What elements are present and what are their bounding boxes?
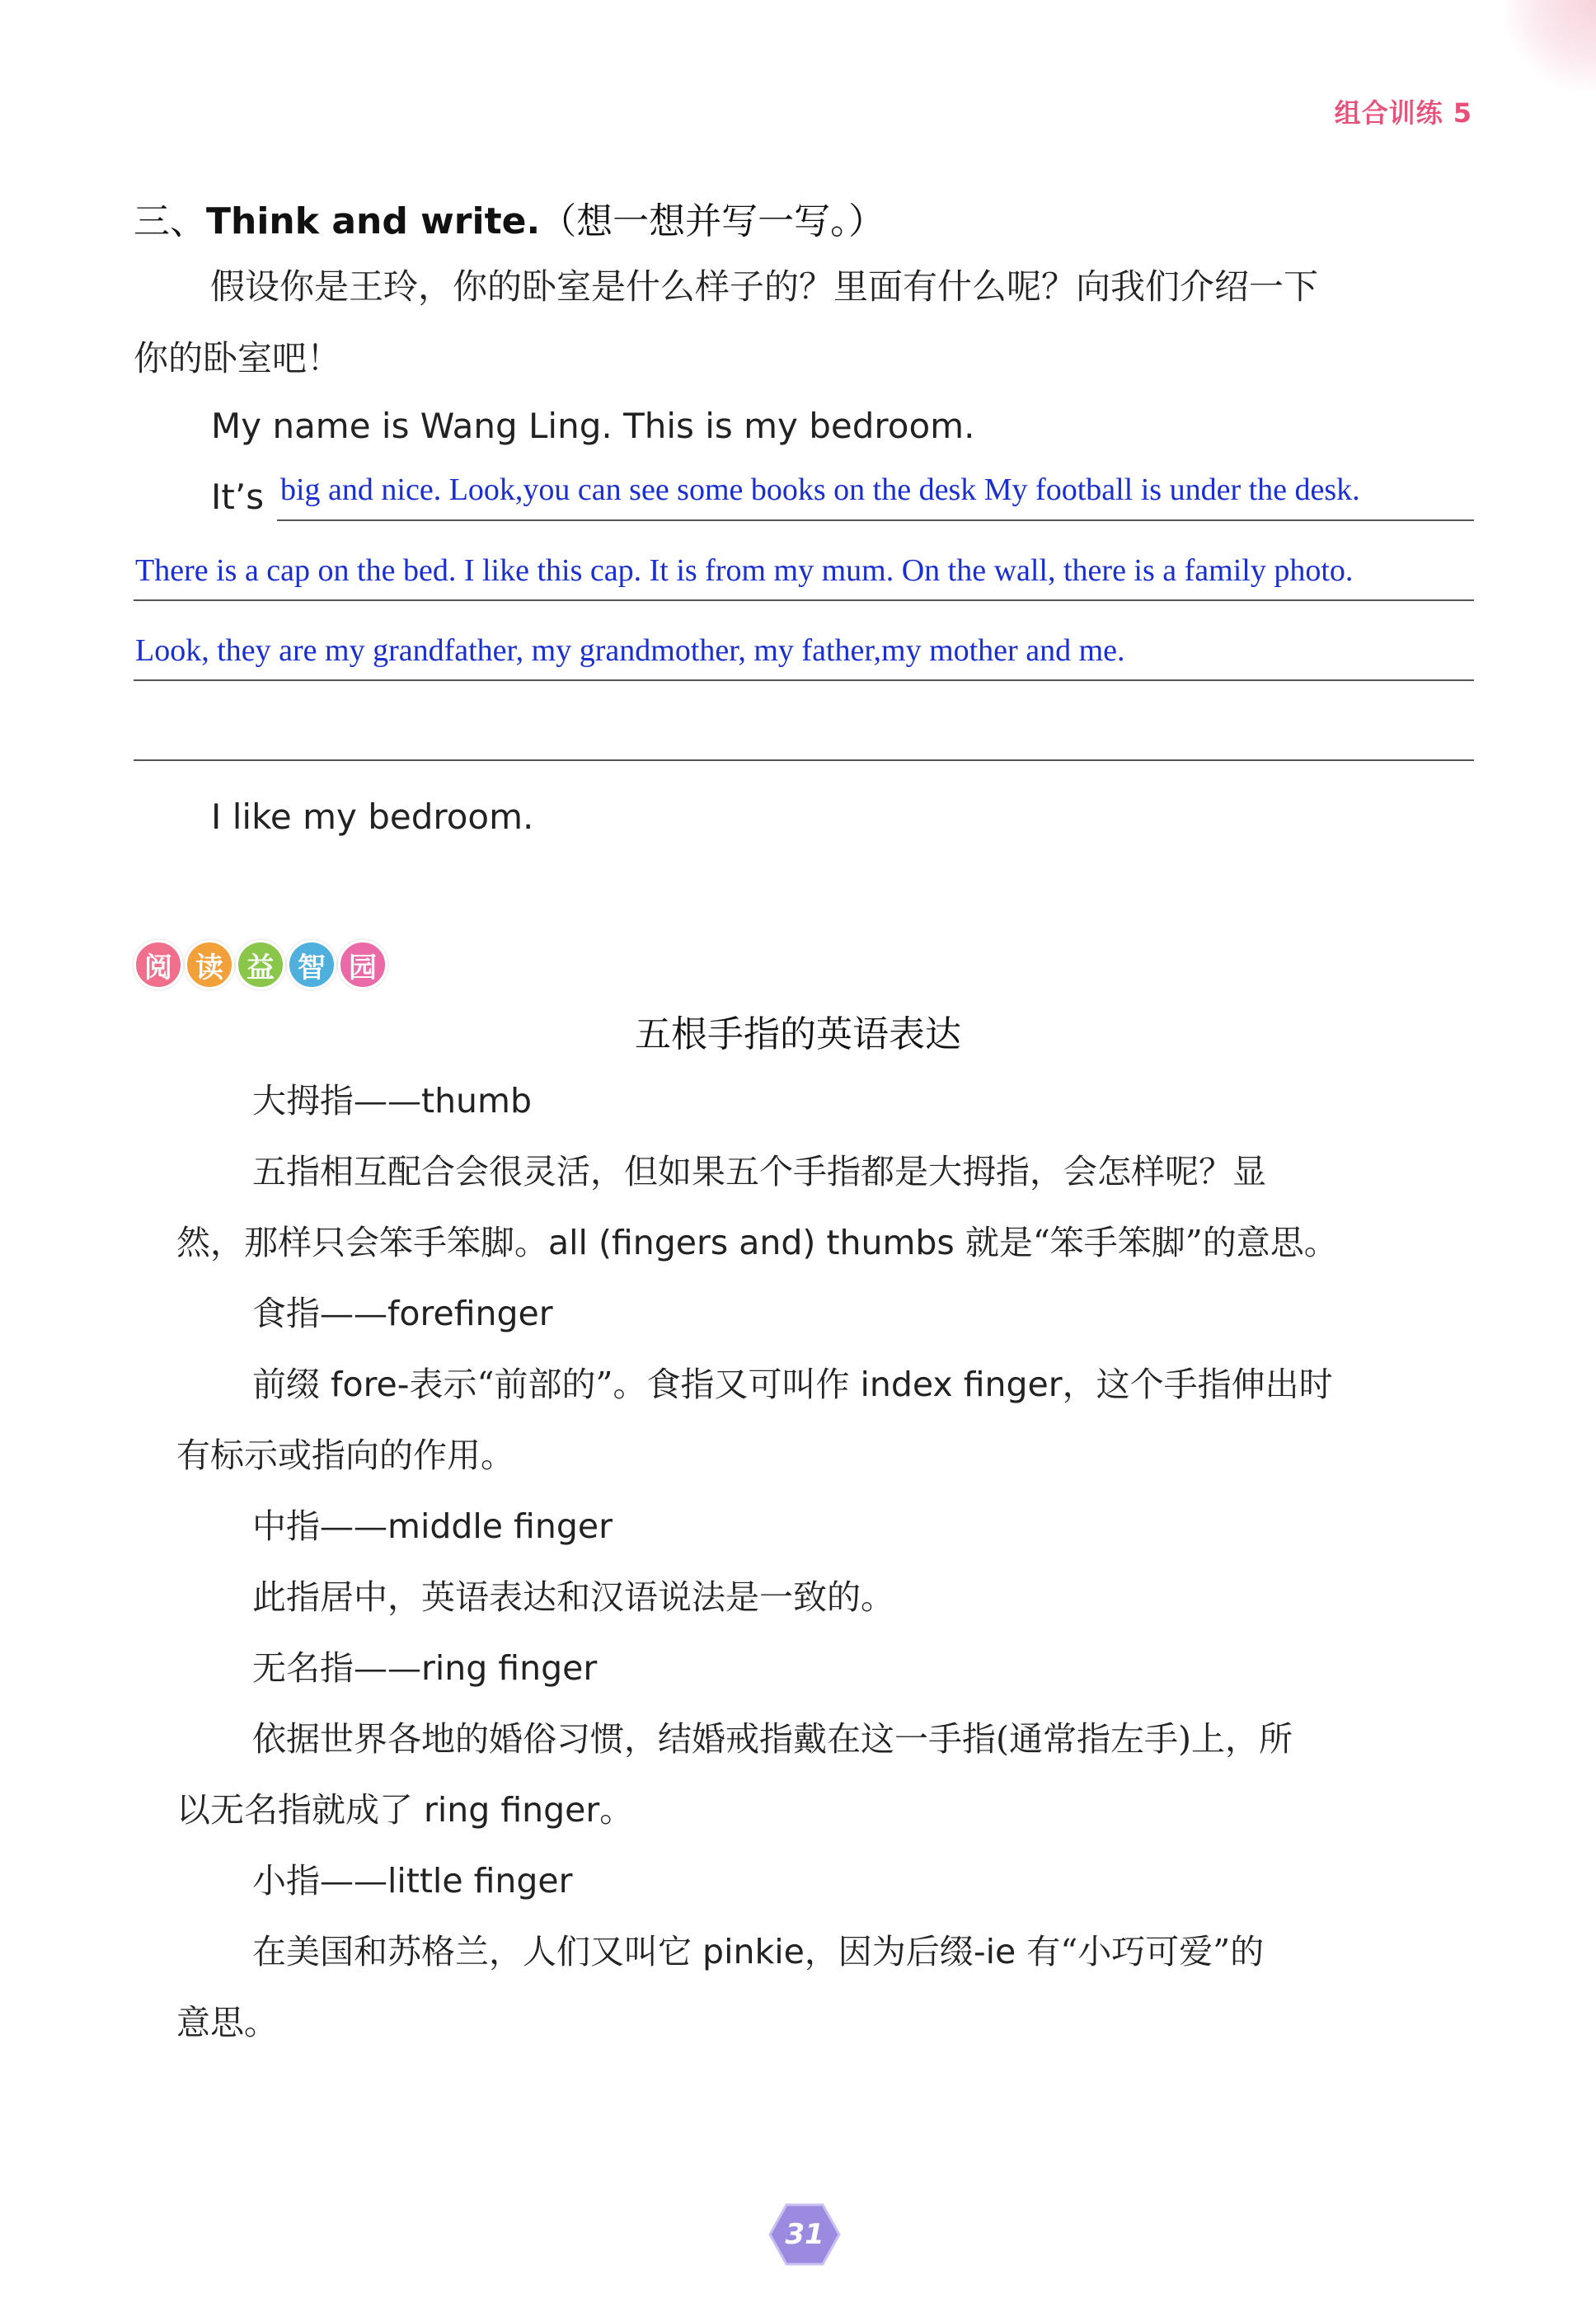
writing-line-4 [134, 759, 1474, 761]
thumb-desc-line-1: 五指相互配合会很灵活，但如果五个手指都是大拇指，会怎样呢？显 [252, 1152, 1266, 1191]
text-run: 在美国和苏格兰，人们又叫它 [252, 1932, 703, 1971]
text-run: -ie [973, 1932, 1016, 1971]
text-run: 表示“前部的”。食指又可叫作 [409, 1365, 861, 1404]
prompt-line-1: 假设你是王玲，你的卧室是什么样子的？里面有什么呢？向我们介绍一下 [210, 266, 1319, 307]
item-cn: 小指—— [252, 1861, 387, 1901]
item-en: little finger [387, 1861, 573, 1901]
badge-char: 阅 [134, 940, 183, 989]
text-run: ring finger [424, 1790, 600, 1830]
text-run: all (fingers and) thumbs [548, 1223, 955, 1262]
section-heading [134, 191, 885, 244]
badge-char: 益 [236, 940, 285, 989]
section-number: 三、 [134, 200, 206, 242]
badge-char: 读 [185, 940, 234, 989]
text-run: 就是“笨手笨脚”的意思。 [954, 1223, 1338, 1262]
little-desc-line-1 [252, 1924, 1264, 1973]
prompt-line-2: 你的卧室吧！ [134, 338, 342, 378]
item-en: thumb [421, 1081, 533, 1121]
section-title-cn: （想一想并写一写。） [540, 200, 885, 242]
text-run: ，因为后缀 [804, 1932, 974, 1971]
corner-decoration [1505, 0, 1596, 91]
middle-desc: 此指居中，英语表达和汉语说法是一致的。 [252, 1577, 894, 1617]
ring-desc-line-1: 依据世界各地的婚俗习惯，结婚戒指戴在这一手指(通常指左手)上，所 [252, 1719, 1293, 1759]
header-tag: 组合训练 5 [1334, 97, 1472, 129]
item-little-finger [252, 1854, 573, 1902]
text-run: 前缀 [252, 1365, 331, 1404]
text-run: 。 [599, 1790, 634, 1830]
writing-line-3 [134, 679, 1474, 681]
text-run: index finger [860, 1365, 1063, 1404]
item-thumb [252, 1074, 532, 1122]
page-number-badge [768, 2203, 841, 2266]
text-run: 有“小巧可爱”的 [1016, 1932, 1265, 1971]
writing-line-1 [277, 519, 1474, 521]
text-run: ，这个手指伸出时 [1062, 1365, 1333, 1404]
badge-char: 智 [287, 940, 336, 989]
item-en: forefinger [387, 1294, 553, 1333]
item-en: middle finger [387, 1506, 613, 1546]
answer-line-2[interactable]: There is a cap on the bed. I like this cap. It is from my mum. On the wall, there is a family photo. [135, 553, 1354, 588]
thumb-desc-line-2 [176, 1215, 1338, 1264]
item-forefinger [252, 1286, 553, 1335]
item-cn: 大拇指—— [252, 1081, 421, 1121]
lead-in-text: It’s [211, 477, 265, 517]
text-run: pinkie [702, 1932, 805, 1971]
text-run: 以无名指就成了 [176, 1790, 425, 1830]
intro-sentence: My name is Wang Ling. This is my bedroom. [211, 406, 975, 446]
little-desc-line-2: 意思。 [176, 2003, 278, 2042]
item-cn: 无名指—— [252, 1648, 421, 1688]
item-cn: 食指—— [252, 1294, 387, 1333]
item-en: ring finger [421, 1648, 598, 1688]
fore-desc-line-1 [252, 1357, 1333, 1406]
reading-title: 五根手指的英语表达 [635, 1013, 961, 1055]
ring-desc-line-2 [176, 1783, 633, 1831]
closing-sentence: I like my bedroom. [211, 797, 534, 837]
writing-line-2 [134, 599, 1474, 601]
badge-char: 园 [338, 940, 387, 989]
reading-garden-badge [134, 940, 387, 989]
fore-desc-line-2: 有标示或指向的作用。 [176, 1436, 514, 1475]
page-number: 31 [785, 2218, 824, 2251]
section-title-en: Think and write. [206, 200, 541, 242]
item-middle-finger [252, 1499, 613, 1548]
answer-line-3[interactable]: Look, they are my grandfather, my grandmother, my father,my mother and me. [135, 633, 1125, 668]
item-ring-finger [252, 1641, 597, 1689]
text-run: fore- [331, 1365, 410, 1404]
item-cn: 中指—— [252, 1506, 387, 1546]
answer-line-1[interactable]: big and nice. Look,you can see some books on the desk My football is under the desk. [280, 472, 1360, 507]
text-run: 然，那样只会笨手笨脚。 [176, 1223, 548, 1262]
